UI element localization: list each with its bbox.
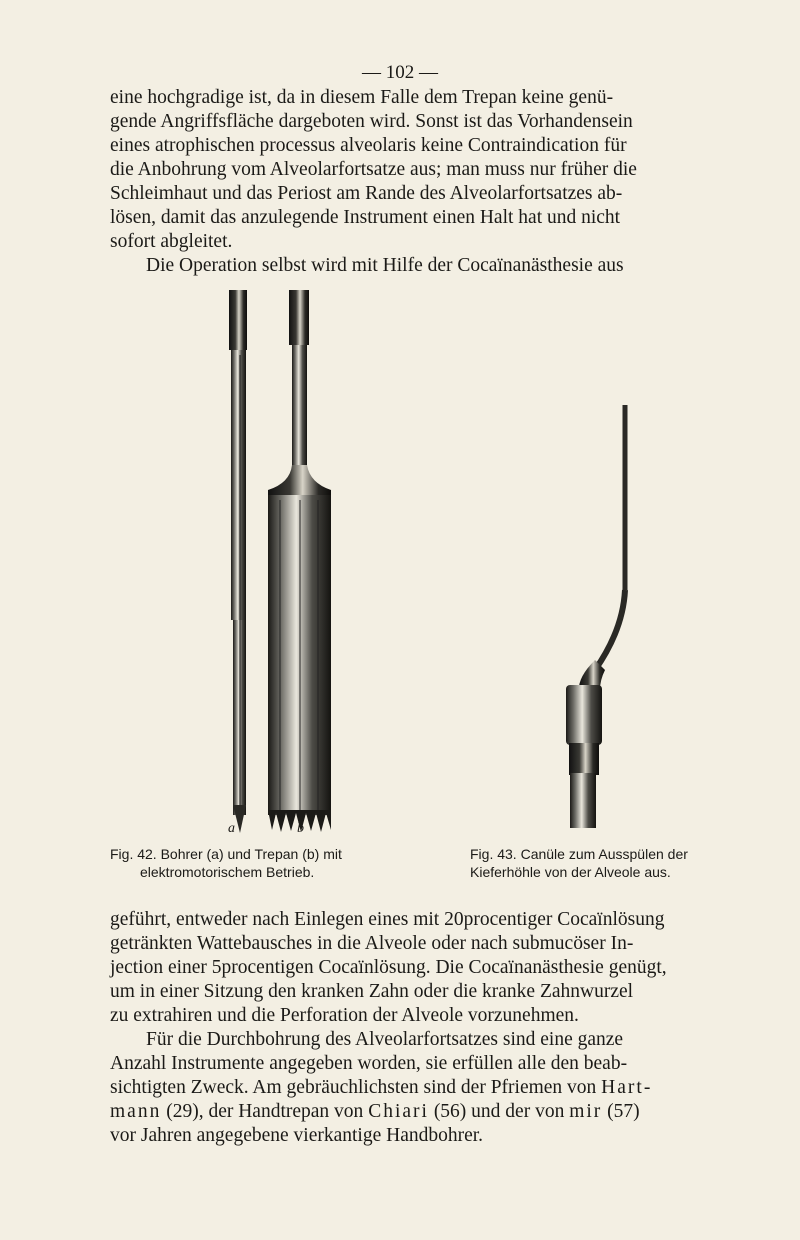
fig42-label-b: b (297, 821, 304, 836)
text-line: Anzahl Instrumente angegeben worden, sie erfüllen alle den beab- (110, 1053, 628, 1074)
text-line: die Anbohrung vom Alveolarfortsatze aus; man muss nur früher die (110, 159, 637, 180)
trepan-b-illustration (268, 290, 331, 832)
text-line: eines atrophischen processus alveolaris keine Contraindication für (110, 135, 627, 156)
text-line: Schleimhaut und das Periost am Rande des Alveolarfortsatzes ab- (110, 183, 623, 204)
text-line: vor Jahren angegebene vierkantige Handbohrer. (110, 1125, 484, 1146)
bottom-paragraph (110, 908, 750, 1148)
caption-line: Fig. 42. Bohrer (a) und Trepan (b) mit (110, 846, 342, 862)
text-span: (57) (602, 1101, 640, 1122)
page-number: — 102 — (362, 62, 438, 83)
instrument-illustrations (0, 285, 800, 845)
text-line: um in einer Sitzung den kranken Zahn oder die kranke Zahnwurzel (110, 981, 634, 1002)
fig42-caption (110, 845, 440, 881)
author-name: Hart- (601, 1077, 653, 1098)
figure-area (0, 285, 800, 885)
text-line: zu extrahiren und die Perforation der Alveole vorzunehmen. (110, 1005, 579, 1026)
text-line: lösen, damit das anzulegende Instrument einen Halt hat und nicht (110, 207, 621, 228)
text-line: getränkten Wattebausches in die Alveole oder nach submucöser In- (110, 933, 634, 954)
text-line: geführt, entweder nach Einlegen eines mit 20procentiger Cocaïnlösung (110, 909, 665, 930)
caption-line: Kieferhöhle von der Alveole aus. (470, 864, 671, 880)
drill-a-illustration (229, 290, 247, 833)
text-line: gende Angriffsfläche dargeboten wird. Sonst ist das Vorhandensein (110, 111, 633, 132)
author-name: mann (110, 1101, 162, 1122)
text-line: Die Operation selbst wird mit Hilfe der Cocaïnanästhesie aus (146, 255, 624, 276)
author-name: Chiari (368, 1101, 429, 1122)
caption-line: Fig. 43. Canüle zum Ausspülen der (470, 846, 688, 862)
cannula-illustration (566, 405, 625, 828)
fig42-label-a: a (228, 821, 235, 836)
top-paragraph (110, 86, 750, 278)
text-span: (29), der Handtrepan von (161, 1101, 369, 1122)
caption-line: elektromotorischem Betrieb. (140, 864, 315, 880)
fig43-caption (470, 845, 755, 881)
text-line (110, 1100, 750, 1124)
text-line: eine hochgradige ist, da in diesem Falle dem Trepan keine genü- (110, 87, 614, 108)
text-line (110, 1076, 750, 1100)
text-line: jection einer 5procentigen Cocaïnlösung. Die Cocaïnanästhesie genügt, (110, 957, 667, 978)
text-span: sichtigten Zweck. Am gebräuchlichsten sind der Pfriemen von (110, 1077, 602, 1098)
text-line: sofort abgleitet. (110, 231, 233, 252)
text-span: (56) und der von (428, 1101, 570, 1122)
text-line: Für die Durchbohrung des Alveolarfortsatzes sind eine ganze (146, 1029, 624, 1050)
author-name: mir (569, 1101, 603, 1122)
